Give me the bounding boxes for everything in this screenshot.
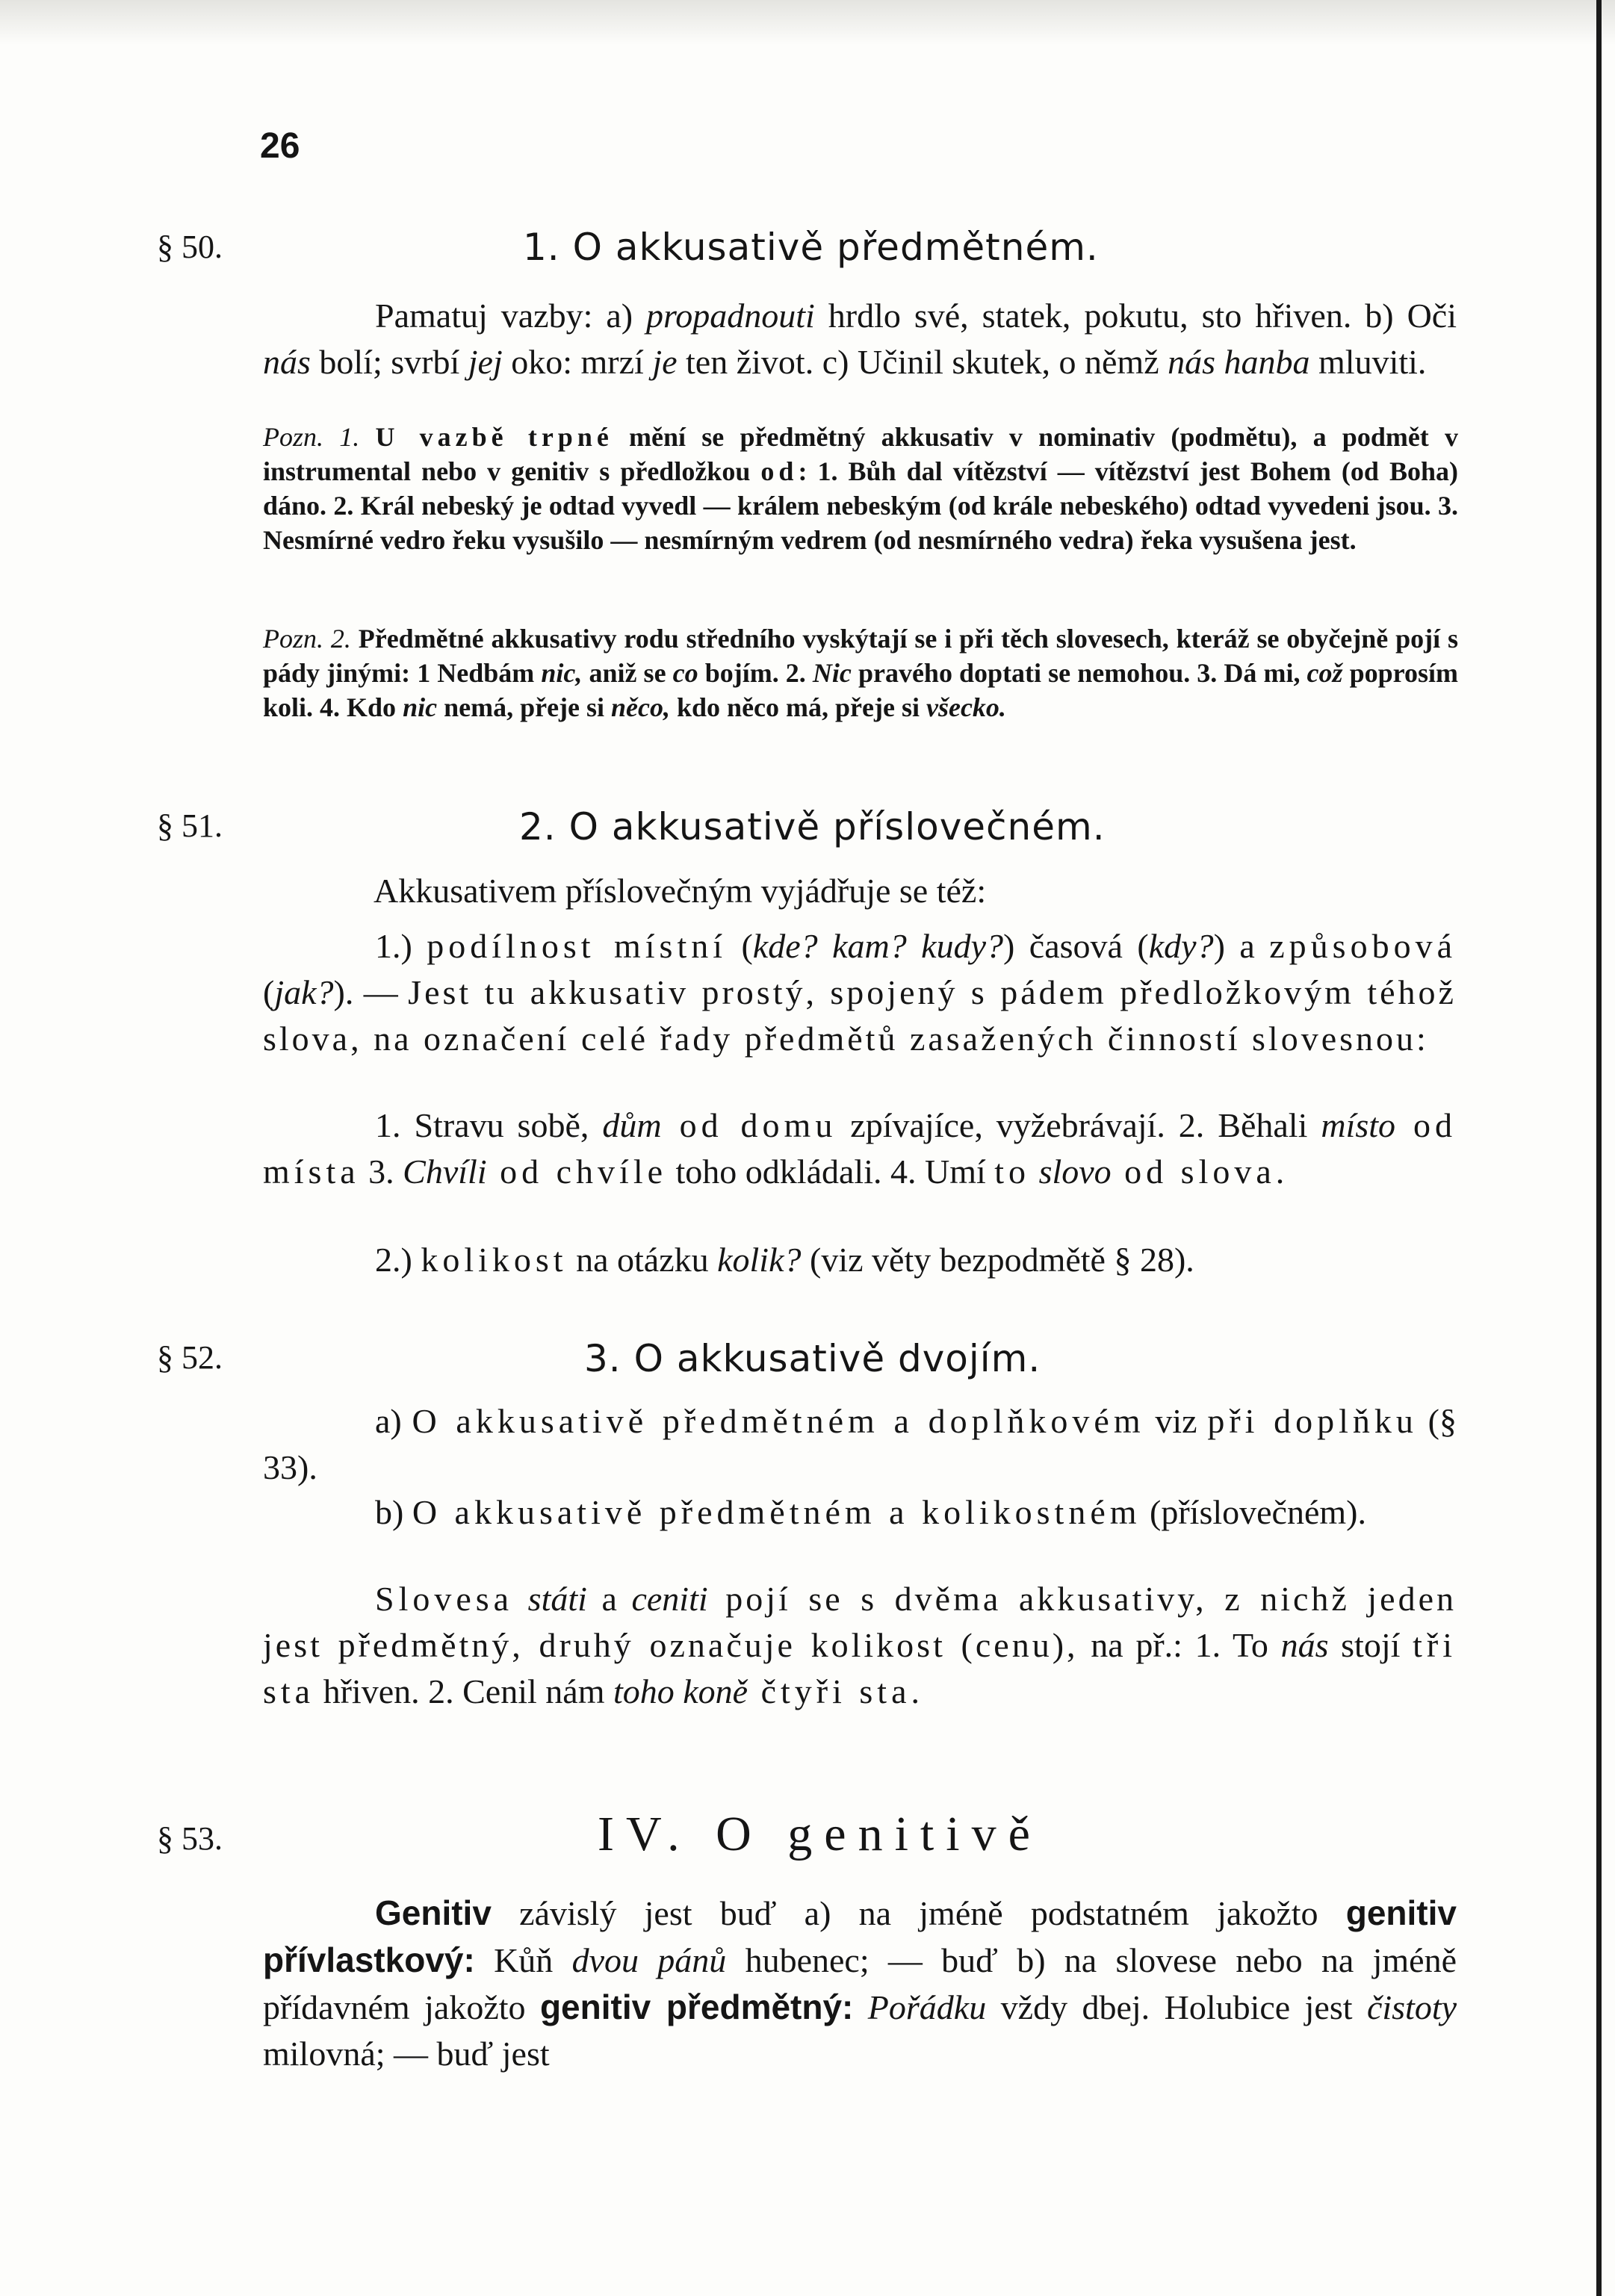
paragraph-52-a: a) O akkusativě předmětném a doplňkovém viz při doplňku (§ 33). xyxy=(263,1402,1457,1486)
paragraph-51-intro: Akkusativem příslovečným vyjádřuje se též: xyxy=(373,872,987,910)
scan-right-edge xyxy=(1596,0,1602,2296)
paragraph-50-intro: Pamatuj vazby: a) propadnouti hrdlo své, statek, pokutu, sto hřiven. b) Oči nás bolí; svrbí jej oko: mrzí je ten život. c) Učinil skutek, o němž nás hanba mluviti. xyxy=(263,297,1457,381)
note-50-2: Pozn. 2. Předmětné akkusativy rodu středního vyskýtají se i při těch slovesech, kteráž se obyčejně pojí s pády jinými: 1 Nedbám nic, aniž se co bojím. 2. Nic pravého doptati se nemohou. 3. Dá mi, což poprosím koli. 4. Kdo nic nemá, přeje si něco, kdo něco má, přeje si všecko. xyxy=(263,624,1459,722)
section-mark-52: § 52. xyxy=(157,1339,223,1376)
note-50-1: Pozn. 1. U vazbě trpné mění se předmětný akkusativ v nominativ (podmětu), a podmět v instrumental nebo v genitiv s předložkou od: 1. Bůh dal vítězství — vítězství jest Bohem (od Boha) dáno. 2. Král nebeský je odtad vyvedl — králem nebeským (od krále nebeského) odtad vyvedeni jsou. 3. Nesmírné vedro řeku vysušilo — nesmírným vedrem (od nesmírného vedra) řeka vysušena jest. xyxy=(263,422,1459,555)
page-number: 26 xyxy=(260,126,300,166)
heading-53: IV. O genitivě xyxy=(598,1807,1042,1861)
paragraph-52-c: Slovesa státi a ceniti pojí se s dvěma akkusativy, z nichž jeden jest předmětný, druhý označuje kolikost (cenu), na př.: 1. To nás stojí tři sta hřiven. 2. Cenil nám toho koně čtyři sta. xyxy=(263,1580,1457,1710)
paragraph-53: Genitiv závislý jest buď a) na jméně podstatném jakožto genitiv přívlastkový: Kůň dvou pánů hubenec; — buď b) na slovese nebo na jméně přídavném jakožto genitiv předmětný: Pořádku vždy dbej. Holubice jest čistoty milovná; — buď jest xyxy=(263,1893,1457,2073)
section-mark-53: § 53. xyxy=(157,1820,223,1857)
paragraph-52-b: b) O akkusativě předmětném a kolikostném (příslovečném). xyxy=(375,1493,1366,1531)
heading-52: 3. O akkusativě dvojím. xyxy=(584,1337,1041,1380)
section-mark-51: § 51. xyxy=(157,807,223,844)
paragraph-51-1: 1.) podílnost místní (kde? kam? kudy?) časová (kdy?) a způsobová (jak?). — Jest tu akkusativ prostý, spojený s pádem předložkovým téhož slova, na označení celé řady předmětů zasažených činností slovesnou: xyxy=(263,927,1457,1058)
heading-51: 2. O akkusativě příslovečném. xyxy=(519,805,1106,848)
paragraph-51-3: 2.) kolikost na otázku kolik? (viz věty bezpodmětě § 28). xyxy=(375,1241,1194,1279)
heading-50: 1. O akkusativě předmětném. xyxy=(523,226,1099,269)
section-mark-50: § 50. xyxy=(157,229,223,265)
scan-top-shadow xyxy=(0,0,1615,45)
paragraph-51-2: 1. Stravu sobě, dům od domu zpívajíce, vyžebrávají. 2. Běhali místo od místa 3. Chvíli od chvíle toho odkládali. 4. Umí to slovo od slova. xyxy=(263,1106,1457,1191)
